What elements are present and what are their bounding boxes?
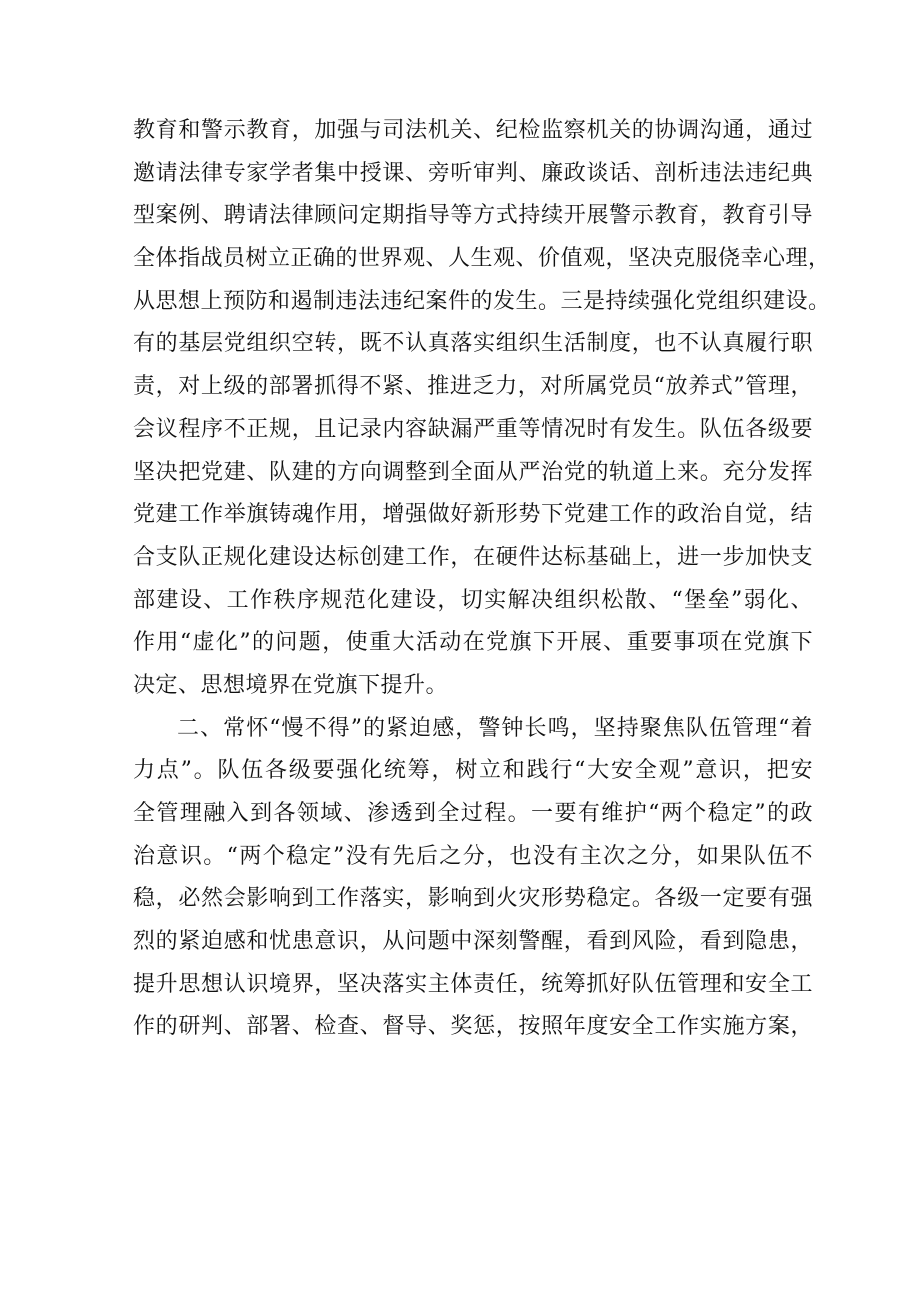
text-line: 力点”。队伍各级要强化统筹，树立和践行“大安全观”意识，把安 (133, 758, 813, 784)
text-line: 决定、思想境界在党旗下提升。 (133, 672, 449, 698)
text-line: 作的研判、部署、检查、督导、奖惩，按照年度安全工作实施方案， (133, 1014, 813, 1040)
text-line: 党建工作举旗铸魂作用，增强做好新形势下党建工作的政治自觉，结 (133, 502, 813, 528)
text-line: 型案例、聘请法律顾问定期指导等方式持续开展警示教育，教育引导 (133, 203, 813, 229)
text-line: 治意识。“两个稳定”没有先后之分，也没有主次之分，如果队伍不 (133, 843, 813, 869)
text-line: 全体指战员树立正确的世界观、人生观、价值观，坚决克服侥幸心理， (133, 246, 831, 272)
text-line: 作用“虚化”的问题，使重大活动在党旗下开展、重要事项在党旗下 (133, 630, 813, 656)
text-line: 合支队正规化建设达标创建工作，在硬件达标基础上，进一步加快支 (133, 544, 813, 570)
text-line: 全管理融入到各领域、渗透到全过程。一要有维护“两个稳定”的政 (133, 801, 813, 826)
text-line: 会议程序不正规，且记录内容缺漏严重等情况时有发生。队伍各级要 (133, 416, 813, 442)
text-line: 稳，必然会影响到工作落实，影响到火灾形势稳定。各级一定要有强 (133, 886, 813, 912)
text-line: 提升思想认识境界，坚决落实主体责任，统筹抓好队伍管理和安全工 (133, 971, 813, 997)
document-body (133, 110, 831, 1049)
text-line: 烈的紧迫感和忧患意识，从问题中深刻警醒，看到风险，看到隐患， (133, 929, 813, 955)
text-line: 从思想上预防和遏制违法违纪案件的发生。三是持续强化党组织建设。 (133, 288, 831, 314)
text-line: 有的基层党组织空转，既不认真落实组织生活制度，也不认真履行职 (133, 331, 813, 357)
text-line: 责，对上级的部署抓得不紧、推进乏力，对所属党员“放养式”管理， (133, 374, 813, 400)
text-line: 坚决把党建、队建的方向调整到全面从严治党的轨道上来。充分发挥 (133, 459, 813, 485)
text-line: 教育和警示教育，加强与司法机关、纪检监察机关的协调沟通，通过 (133, 118, 813, 143)
text-line: 邀请法律专家学者集中授课、旁听审判、廉政谈话、剖析违法违纪典 (133, 160, 813, 186)
text-line: 部建设、工作秩序规范化建设，切实解决组织松散、“堡垒”弱化、 (133, 587, 813, 613)
paragraph-start-line: 二、常怀“慢不得”的紧迫感，警钟长鸣，坚持聚焦队伍管理“着 (177, 715, 813, 741)
